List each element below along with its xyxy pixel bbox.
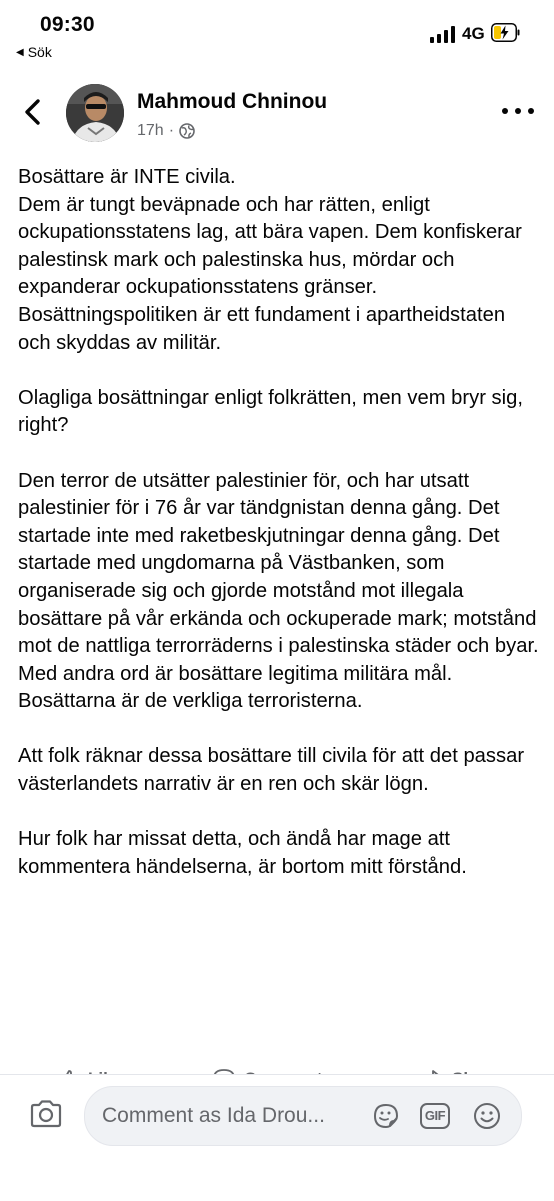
globe-icon[interactable] [179,123,195,139]
back-chevron-icon [23,98,41,126]
battery-charging-icon [491,23,520,42]
status-time: 09:30 [40,13,95,36]
more-dot [528,108,534,114]
more-options-button[interactable] [502,102,534,120]
comment-bar [0,1074,554,1201]
status-bar [0,0,554,70]
meta-separator: · [168,122,175,139]
post-timestamp[interactable]: 17h [137,122,164,139]
back-button[interactable] [16,94,48,130]
post-paragraph: Den terror de utsätter palestinier för, och har utsatt palestinier för i 76 år var tändgnistan denna gång. Det startade inte med raketbeskjutningar denna gång. Det startade med ungdomarna på Västbanken, som organiserade sig och gjorde motstånd mot illegala bosättare på vår erkända och ockuperade mark; motstånd mot de nattliga terrorräderns i palestinska städer och byar. Med andra ord är bosättare legitima militära mål. Bosättarna är de verkliga terroristerna. [18,469,539,713]
sticker-icon[interactable] [371,1101,401,1131]
avatar[interactable] [66,84,124,142]
post-paragraph: Olagliga bosättningar enligt folkrätten, men vem bryr sig, right? [18,386,523,437]
more-dot [515,108,521,114]
post-text [18,164,540,881]
avatar-image [66,84,124,142]
gif-button[interactable] [419,1101,451,1131]
post-paragraph: Hur folk har missat detta, och ändå har mage att kommentera händelserna, är bortom mitt förstånd. [18,828,467,878]
gif-label: GIF [424,1108,446,1123]
more-dot [502,108,508,114]
signal-icon [430,25,456,43]
author-name[interactable]: Mahmoud Chninou [137,90,328,113]
back-app-label: Sök [27,44,52,60]
network-type: 4G [462,24,485,43]
emoji-icon[interactable] [472,1101,502,1131]
comment-input[interactable] [84,1086,522,1146]
post-paragraph: Bosättare är INTE civila. Dem är tungt beväpnade och har rätten, enligt ockupationsstatens lag, att bära vapen. Dem konfiskerar palestinsk mark och palestinska hus, mördar och expanderar ockupationsstatens gränser. Bosättningspolitiken är ett fundament i apartheidstaten och skyddas av militär. [18,166,522,354]
back-triangle-icon: ◀ [16,46,24,58]
post-paragraph: Att folk räknar dessa bosättare till civila för att det passar västerlandets narrativ är en ren och skär lögn. [18,745,525,796]
camera-icon[interactable] [28,1099,64,1129]
back-to-app-link[interactable] [16,44,52,60]
post-header [0,70,554,154]
post-meta [137,122,195,140]
comment-placeholder: Comment as Ida Drou... [102,1104,325,1127]
